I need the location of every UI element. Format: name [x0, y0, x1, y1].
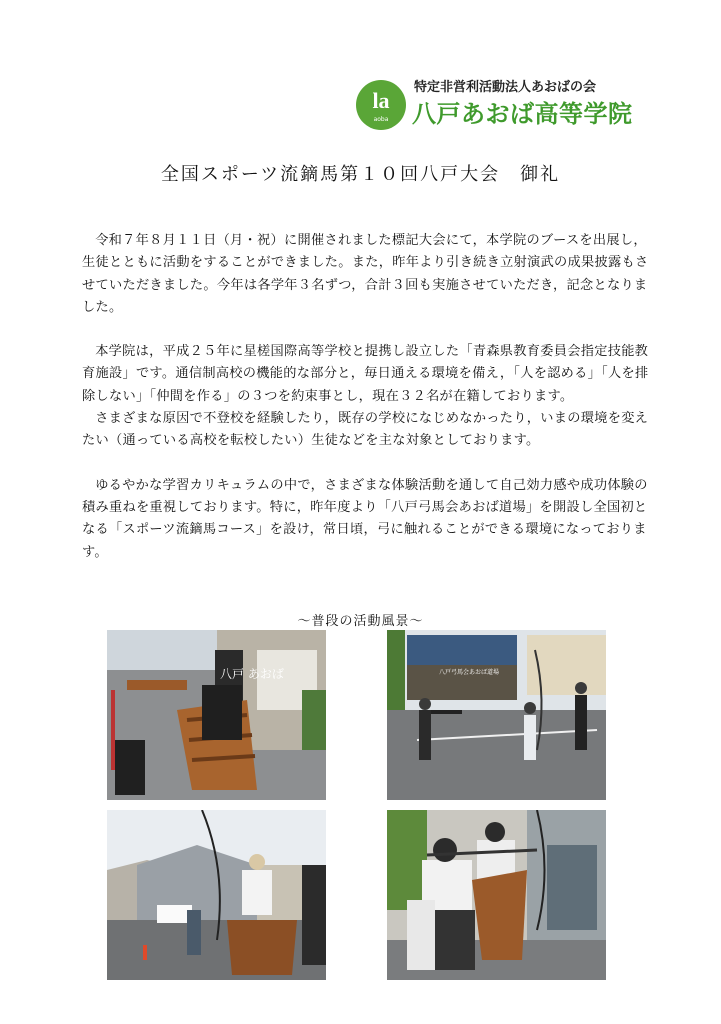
document-body — [82, 230, 652, 564]
photo-caption: ～普段の活動風景～ — [297, 614, 424, 629]
school-logo — [356, 76, 646, 130]
document-title: 全国スポーツ流鏑馬第１０回八戸大会 御礼 — [160, 164, 561, 185]
organization-name: 特定非営利活動法人あおばの会 — [414, 80, 597, 95]
paragraph: ゆるやかな学習カリキュラムの中で，さまざまな体験活動を通して自己効力感や成功体験の積み重ねを重視しております。特に，昨年度より「八戸弓馬会あおば道場」を開設し全国初となる「スポーツ流鏑馬コース」を設け，常日頃，弓に触れることができる環境になっております。 — [82, 477, 648, 560]
dojo-sign-text: 八戸弓馬会あおば道場 — [439, 669, 500, 676]
photo-horseback-archery-demo — [107, 810, 326, 980]
logo-mark-sub: aoba — [373, 116, 389, 123]
photo-students-drawing-bows — [387, 810, 606, 980]
school-name: 八戸あおば高等学院 — [412, 100, 633, 128]
paragraph: 本学院は，平成２５年に星槎国際高等学校と提携し設立した「青森県教育委員会指定技能教育施設」です。通信制高校の機能的な部分と，毎日通える環境を備え，「人を認める」「人を排除しない」「仲間を作る」の３つを約束事とし，現在３２名が在籍しております。 — [82, 344, 649, 404]
photo-archery-practice-parking — [387, 630, 606, 800]
logo-emblem — [356, 80, 406, 130]
banner-text: 八戸 あおば — [220, 667, 284, 681]
paragraph: さまざまな原因で不登校を経験したり，既存の学校になじめなかったり，いまの環境を変えたい（通っている高校を転校したい）生徒などを主な対象としております。 — [82, 411, 649, 449]
paragraph: 令和７年８月１１日（月・祝）に開催されました標記大会にて，本学院のブースを出展し，生徒とともに活動をすることができました。また，昨年より引き続き立射演武の成果披露もさせていただきました。今年は各学年３名ずつ，合計３回も実施させていただき，記念となりました。 — [82, 233, 649, 315]
logo-mark: la — [372, 88, 390, 113]
photo-wooden-horse-booth — [107, 630, 326, 800]
